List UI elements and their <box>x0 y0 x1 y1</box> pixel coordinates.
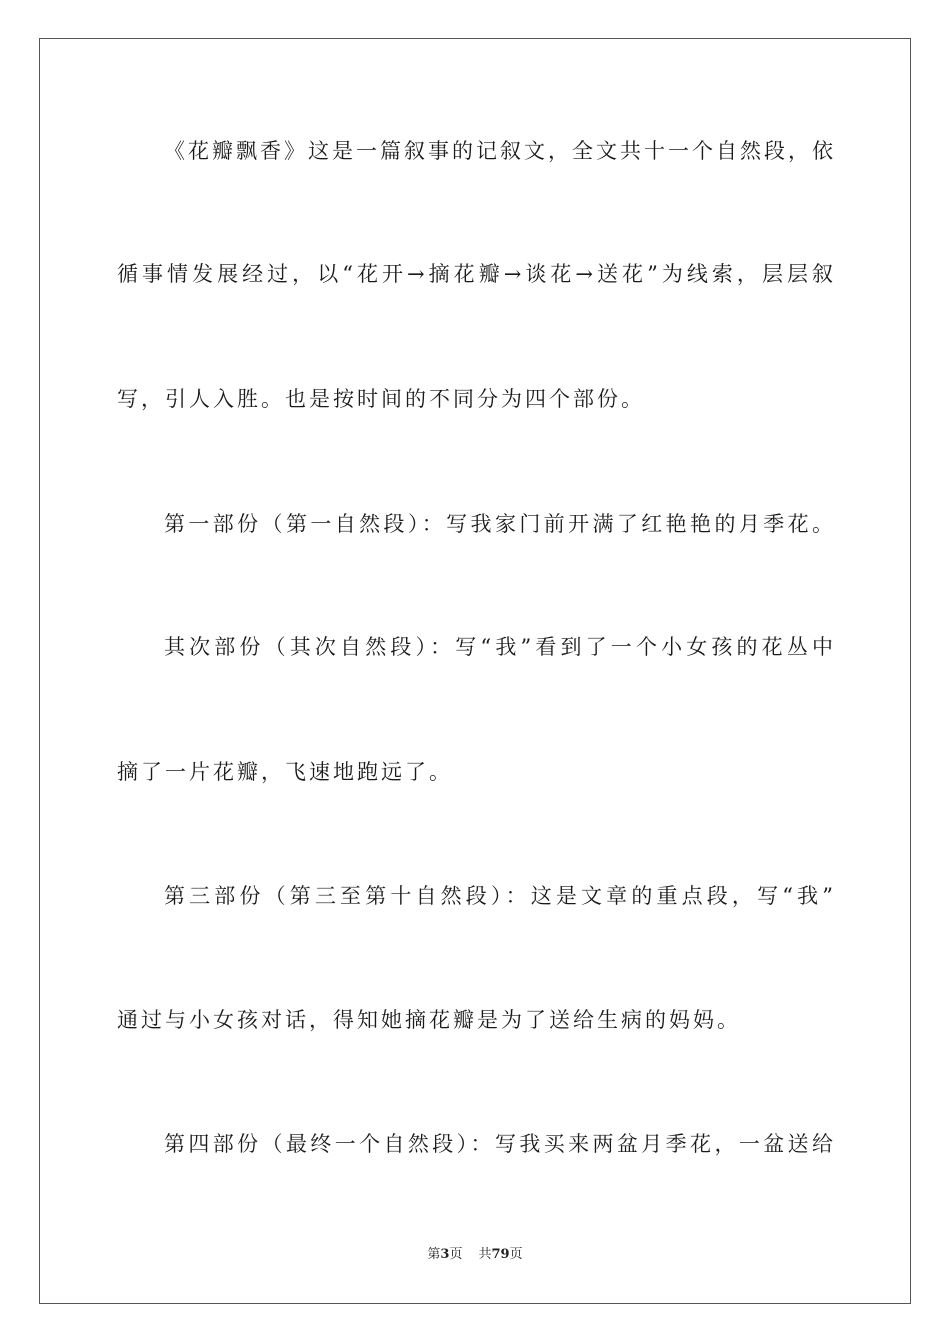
current-page-number: 3 <box>440 1247 450 1262</box>
page-footer <box>0 1246 950 1264</box>
page-border <box>39 38 911 1304</box>
text-line: 通过与小女孩对话，得知她摘花瓣是为了送给生病的妈妈。 <box>117 1008 741 1032</box>
text-line: 摘了一片花瓣，飞速地跑远了。 <box>117 760 453 784</box>
text-line: 写，引人入胜。也是按时间的不同分为四个部份。 <box>117 387 645 411</box>
total-prefix: 共 <box>478 1247 492 1262</box>
text-line: 第四部份（最终一个自然段）：写我买来两盆月季花，一盆送给 <box>164 1132 833 1156</box>
total-page-count: 79 <box>491 1247 510 1262</box>
text-line: 第一部份（第一自然段）：写我家门前开满了红艳艳的月季花。 <box>164 512 833 536</box>
text-line: 循事情发展经过，以“花开→摘花瓣→谈花→送花”为线索，层层叙 <box>117 262 833 286</box>
text-line: 第三部份（第三至第十自然段）：这是文章的重点段，写“我” <box>164 884 833 908</box>
page-unit: 页 <box>449 1247 463 1262</box>
page-prefix: 第 <box>427 1247 441 1262</box>
text-line: 《花瓣飘香》这是一篇叙事的记叙文，全文共十一个自然段，依 <box>164 139 833 163</box>
text-line: 其次部份（其次自然段）：写“我”看到了一个小女孩的花丛中 <box>164 635 833 659</box>
total-unit: 页 <box>509 1247 523 1262</box>
